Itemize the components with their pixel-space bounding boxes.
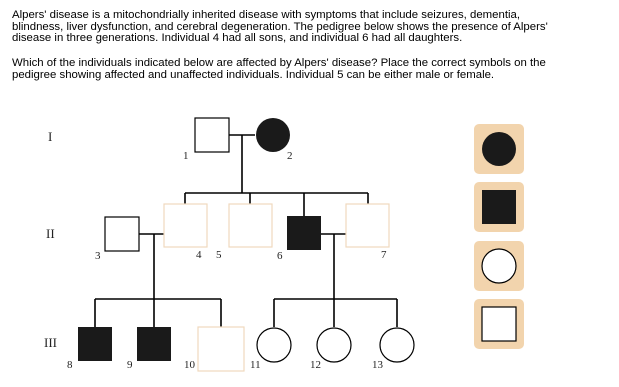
question-line: blindness, liver dysfunction, and cerebral degeneration. The pedigree below shows the presence of Alpers' [12,20,548,33]
question-line: pedigree showing affected and unaffected individuals. Individual 5 can be either male or female. [12,68,495,81]
generation-label-2: II [46,226,55,241]
individual-11-unaffected-female [257,328,291,362]
individual-number-2: 2 [287,150,293,162]
individual-number-11: 11 [250,359,261,371]
individual-number-3: 3 [95,250,101,262]
drop-zone-individual-4[interactable] [164,204,207,247]
individual-number-6: 6 [277,250,283,262]
individual-6-affected-male [287,216,321,250]
drop-zone-individual-10[interactable] [198,327,244,371]
open-circle-icon [474,241,524,291]
open-square-icon [474,299,524,349]
question-line: Alpers' disease is a mitochondrially inherited disease with symptoms that include seizures, dementia, [12,9,521,21]
individual-1-unaffected-male [195,118,229,152]
individual-number-13: 13 [372,359,383,371]
generation-label-1: I [48,129,53,144]
individual-2-affected-female [256,118,290,152]
individual-number-7: 7 [381,249,387,261]
filled-circle-icon [474,124,524,174]
affected-female-tile[interactable] [474,124,524,174]
question-line: Which of the individuals indicated below are affected by Alpers' disease? Place the correct symbols on the [12,57,546,69]
drop-zone-individual-7[interactable] [346,204,389,247]
individual-12-unaffected-female [317,328,351,362]
individual-13-unaffected-female [380,328,414,362]
unaffected-male-tile[interactable] [474,299,524,349]
drop-zone-individual-5[interactable] [229,204,272,247]
individual-9-affected-male [137,327,171,361]
individual-number-4: 4 [196,249,202,261]
individual-number-12: 12 [310,359,321,371]
individual-number-5: 5 [216,249,222,261]
unaffected-female-tile[interactable] [474,241,524,291]
individual-3-unaffected-male [105,217,139,251]
filled-square-icon [474,182,524,232]
individual-number-10: 10 [184,359,195,371]
individual-8-affected-male [78,327,112,361]
generation-label-3: III [44,335,57,350]
individual-number-9: 9 [127,359,133,371]
affected-male-tile[interactable] [474,182,524,232]
question-line: disease in three generations. Individual 4 had all sons, and individual 6 had all daughters. [12,32,463,45]
individual-number-8: 8 [67,359,73,371]
individual-number-1: 1 [183,150,189,162]
